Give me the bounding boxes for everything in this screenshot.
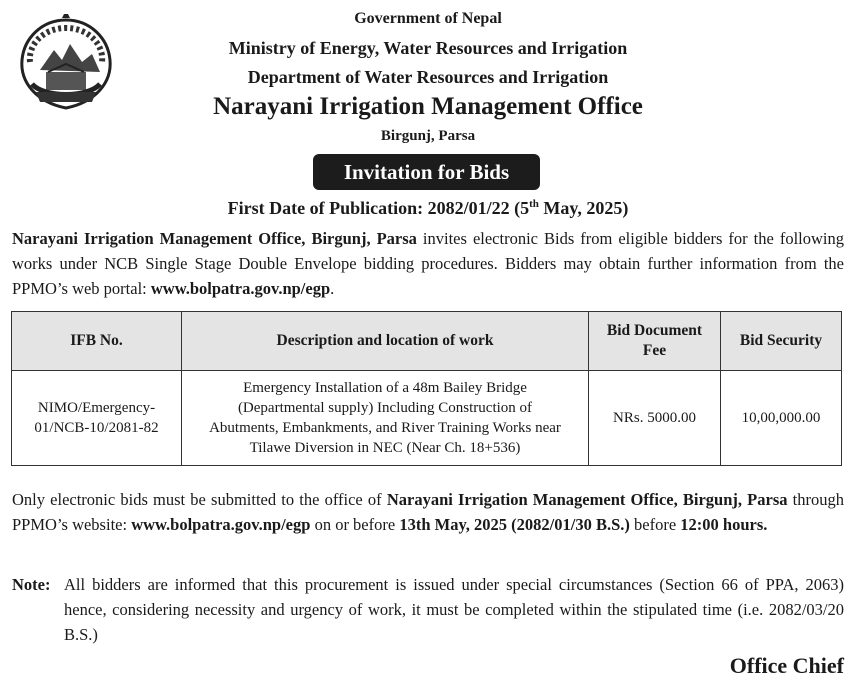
closing-text-3: on or before [310, 515, 400, 534]
publication-date [0, 198, 856, 219]
pubdate-suffix: May, 2025) [538, 198, 629, 218]
closing-deadline: 13th May, 2025 (2082/01/30 B.S.) [399, 515, 630, 534]
pubdate-prefix: First Date of Publication: 2082/01/22 (5 [227, 198, 530, 218]
intro-paragraph [12, 226, 844, 301]
table-header-row [12, 312, 842, 371]
signoff: Office Chief [729, 653, 844, 678]
cell-bid-security: 10,00,000.00 [721, 371, 842, 466]
cell-ifb-no: NIMO/Emergency-01/NCB-10/2081-82 [12, 371, 182, 466]
intro-office: Narayani Irrigation Management Office, Birgunj, Parsa [12, 229, 417, 248]
closing-text-4: before [629, 515, 681, 534]
submission-paragraph [12, 487, 844, 537]
office-title: Narayani Irrigation Management Office [213, 93, 643, 120]
invitation-banner: Invitation for Bids [313, 154, 540, 190]
closing-text-2: through PPMO’s website: [12, 490, 844, 534]
intro-url-link[interactable]: www.bolpatra.gov.np/egp [150, 279, 331, 298]
cell-description: Emergency Installation of a 48m Bailey Bridge (Departmental supply) Including Construction of Abutments, Embankments, and River Training Works near Tilawe Diversion in NEC (Near Ch. 18+536) [182, 371, 589, 466]
header-bid-fee: Bid Document Fee [589, 312, 721, 371]
header-description: Description and location of work [182, 312, 589, 371]
closing-text-1: Only electronic bids must be submitted to the office of [12, 490, 387, 509]
pubdate-sup: th [529, 198, 539, 210]
header-ifb-no: IFB No. [12, 312, 182, 371]
table-row [12, 371, 842, 466]
closing-office: Narayani Irrigation Management Office, Birgunj, Parsa [386, 490, 788, 509]
cell-bid-fee: NRs. 5000.00 [589, 371, 721, 466]
ministry-line: Ministry of Energy, Water Resources and Irrigation [228, 38, 628, 58]
note-text: All bidders are informed that this procurement is issued under special circumstances (Section 66 of PPA, 2063) hence, considering necessity and urgency of work, it must be completed within the stipulated time (i.e. 2082/03/20 B.S.) [64, 575, 844, 644]
bids-table [11, 311, 842, 466]
intro-end: . [330, 279, 335, 298]
office-location: Birgunj, Parsa [380, 128, 476, 144]
government-line: Government of Nepal [354, 10, 502, 27]
intro-text: invites electronic Bids from eligible bidders for the following works under NCB Single Stage Double Envelope bidding procedures. Bidders may obtain further information from the PPMO’s web portal: [12, 229, 845, 298]
closing-url-link[interactable]: www.bolpatra.gov.np/egp [131, 515, 311, 534]
header-bid-security: Bid Security [721, 312, 842, 371]
department-line: Department of Water Resources and Irrigation [247, 67, 609, 87]
note-label: Note: [12, 575, 51, 594]
closing-time: 12:00 hours. [680, 515, 768, 534]
